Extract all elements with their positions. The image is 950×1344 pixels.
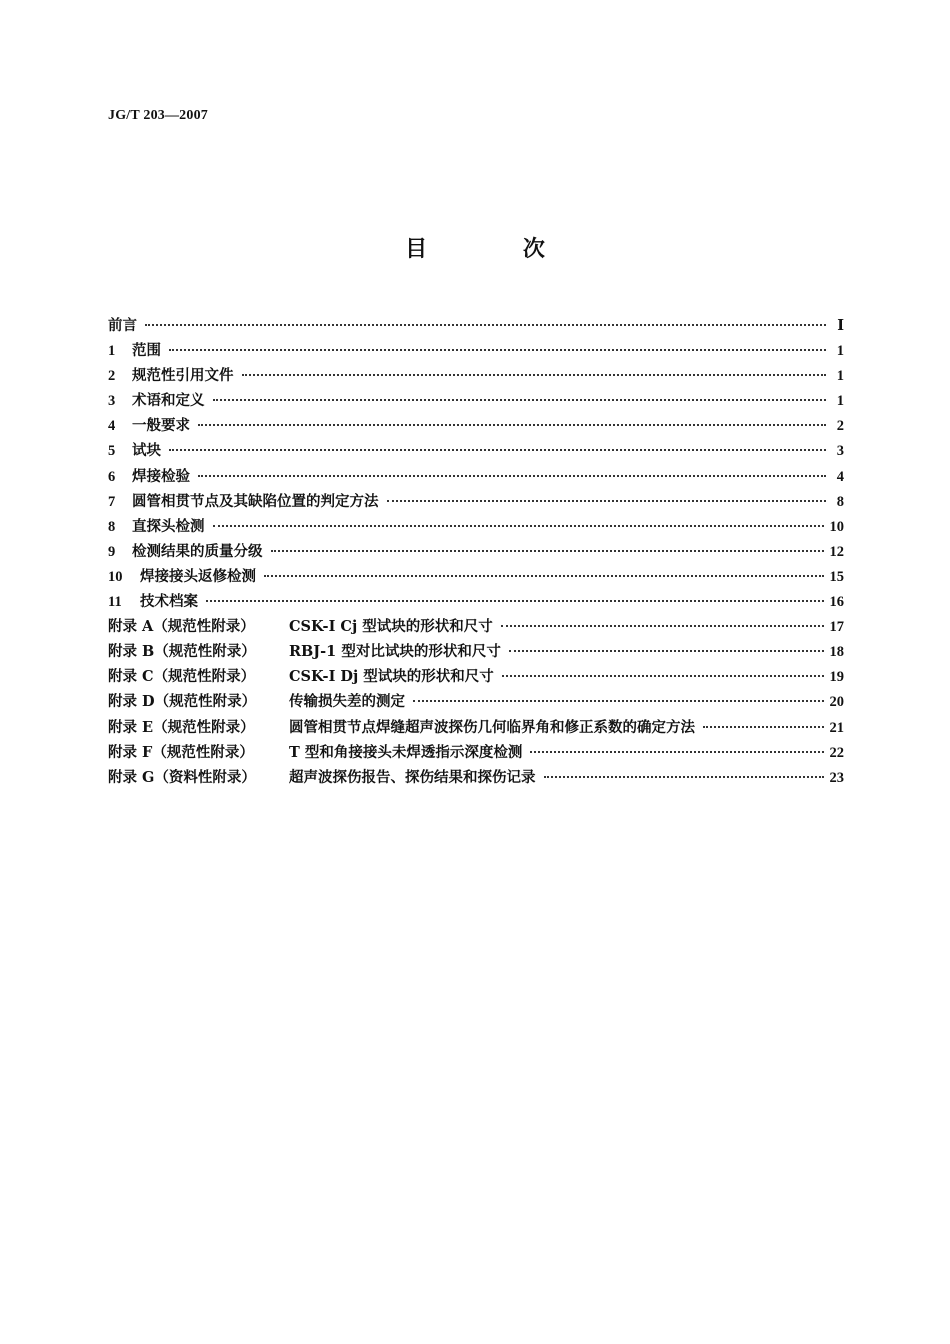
toc-entry-title: 技术档案 <box>140 593 198 611</box>
toc-entry-title: 圆管相贯节点及其缺陷位置的判定方法 <box>132 492 379 510</box>
toc-page-number: 21 <box>829 719 844 736</box>
toc-entry-title: 焊接检验 <box>132 467 190 485</box>
toc-entry-title: 直探头检测 <box>132 517 205 535</box>
toc-entry-title: CSK-Ⅰ Dj 型试块的形状和尺寸 <box>289 668 494 686</box>
toc-entry-label <box>108 540 263 561</box>
toc-page-number: 12 <box>829 543 844 560</box>
toc-page-number: 1 <box>836 368 844 385</box>
toc-entry-section-11[interactable] <box>108 590 844 615</box>
toc-entry-annex-a[interactable] <box>108 615 844 640</box>
toc-page-number: 8 <box>836 493 844 510</box>
toc-entry-section-3[interactable] <box>108 389 844 414</box>
toc-entry-label <box>108 414 190 435</box>
dot-leader <box>213 525 824 527</box>
toc-entry-label <box>108 364 234 385</box>
dot-leader <box>206 600 824 602</box>
toc-entry-title: 前言 <box>108 317 137 334</box>
toc-entry-title: 试块 <box>132 442 161 460</box>
toc-entry-title: CSK-Ⅰ Cj 型试块的形状和尺寸 <box>289 618 493 636</box>
annex-prefix: 附录 C（规范性附录） <box>108 668 256 686</box>
toc-entry-title: 范围 <box>132 342 161 360</box>
toc-entry-label <box>108 389 205 410</box>
toc-entry-title: 超声波探伤报告、探伤结果和探伤记录 <box>289 768 536 786</box>
section-number: 7 <box>108 493 116 510</box>
dot-leader <box>509 650 824 652</box>
toc-entry-label <box>108 515 205 536</box>
dot-leader <box>271 550 824 552</box>
toc-page-number: 20 <box>829 694 844 711</box>
toc-entry-title: T 型和角接接头未焊透指示深度检测 <box>289 743 523 761</box>
toc-entry-section-4[interactable] <box>108 414 844 439</box>
toc-entry-label <box>108 741 522 762</box>
annex-prefix: 附录 E（规范性附录） <box>108 718 255 736</box>
toc-entry-title: 传输损失差的测定 <box>289 693 405 711</box>
toc-entry-label <box>108 690 405 711</box>
toc-entry-label <box>108 615 493 636</box>
toc-page-number: 18 <box>829 644 844 661</box>
toc-entry-label <box>108 339 161 360</box>
dot-leader <box>502 675 824 677</box>
toc-entry-section-8[interactable] <box>108 515 844 540</box>
toc-entry-annex-c[interactable] <box>108 665 844 690</box>
dot-leader <box>198 475 826 477</box>
toc-entry-title: 焊接接头返修检测 <box>140 567 256 585</box>
toc-page-number: 16 <box>829 594 844 611</box>
dot-leader <box>703 726 824 728</box>
dot-leader <box>544 776 824 778</box>
section-number: 9 <box>108 543 116 560</box>
section-number: 3 <box>108 393 116 410</box>
toc-entry-section-2[interactable] <box>108 364 844 389</box>
toc-entry-title: RBJ-1 型对比试块的形状和尺寸 <box>289 643 501 661</box>
dot-leader <box>530 751 823 753</box>
toc-entry-title: 规范性引用文件 <box>132 367 234 385</box>
toc-entry-foreword[interactable] <box>108 314 844 339</box>
section-number: 2 <box>108 368 116 385</box>
toc-entry-annex-g[interactable] <box>108 766 844 791</box>
annex-prefix: 附录 D（规范性附录） <box>108 693 257 711</box>
toc-entry-label <box>108 640 501 661</box>
toc-page-number: 10 <box>829 518 844 535</box>
toc-entry-annex-d[interactable] <box>108 690 844 715</box>
document-code: JG/T 203—2007 <box>108 108 208 123</box>
section-number: 6 <box>108 468 116 485</box>
toc-entry-section-10[interactable] <box>108 565 844 590</box>
toc-entry-title: 圆管相贯节点焊缝超声波探伤几何临界角和修正系数的确定方法 <box>289 718 695 736</box>
toc-page-number: 23 <box>829 769 844 786</box>
toc-entry-section-5[interactable] <box>108 439 844 464</box>
toc-page-number: 15 <box>829 568 844 585</box>
annex-prefix: 附录 B（规范性附录） <box>108 643 256 661</box>
toc-page-number: 1 <box>836 393 844 410</box>
annex-prefix: 附录 G（资料性附录） <box>108 768 256 786</box>
dot-leader <box>145 324 826 326</box>
section-number: 4 <box>108 418 116 435</box>
toc-entry-label <box>108 716 695 737</box>
toc-entry-label <box>108 665 494 686</box>
toc-page-number: 2 <box>836 418 844 435</box>
toc-entry-section-6[interactable] <box>108 465 844 490</box>
toc-entry-section-1[interactable] <box>108 339 844 364</box>
section-number: 8 <box>108 518 116 535</box>
toc-page-number: 1 <box>836 343 844 360</box>
toc-entry-label <box>108 439 161 460</box>
toc-page-number: 3 <box>836 443 844 460</box>
section-number: 10 <box>108 568 123 585</box>
toc-entry-title: 检测结果的质量分级 <box>132 542 263 560</box>
toc-page-number: 4 <box>836 468 844 485</box>
toc-page-number: 17 <box>829 619 844 636</box>
dot-leader <box>242 374 827 376</box>
toc-entry-label <box>108 465 190 486</box>
toc-entry-label <box>108 766 536 787</box>
toc-entry-label <box>108 490 379 511</box>
toc-entry-annex-f[interactable] <box>108 741 844 766</box>
toc-page-number: 22 <box>829 744 844 761</box>
dot-leader <box>213 399 827 401</box>
dot-leader <box>264 575 824 577</box>
dot-leader <box>169 449 826 451</box>
table-of-contents <box>108 314 844 791</box>
toc-entry-section-7[interactable] <box>108 490 844 515</box>
dot-leader <box>413 700 824 702</box>
annex-prefix: 附录 F（规范性附录） <box>108 743 254 761</box>
toc-entry-section-9[interactable] <box>108 540 844 565</box>
dot-leader <box>387 500 827 502</box>
toc-entry-label <box>108 590 198 611</box>
dot-leader <box>169 349 826 351</box>
toc-page-number: Ⅰ <box>837 318 844 334</box>
toc-entry-title: 一般要求 <box>132 417 190 435</box>
annex-prefix: 附录 A（规范性附录） <box>108 618 255 636</box>
dot-leader <box>198 424 826 426</box>
toc-entry-label <box>108 565 256 586</box>
dot-leader <box>501 625 824 627</box>
section-number: 11 <box>108 594 122 611</box>
toc-entry-title: 术语和定义 <box>132 392 205 410</box>
toc-entry-annex-e[interactable] <box>108 716 844 741</box>
section-number: 5 <box>108 443 116 460</box>
section-number: 1 <box>108 343 116 360</box>
page-title: 目 次 <box>405 237 589 262</box>
toc-page-number: 19 <box>829 669 844 686</box>
toc-entry-annex-b[interactable] <box>108 640 844 665</box>
